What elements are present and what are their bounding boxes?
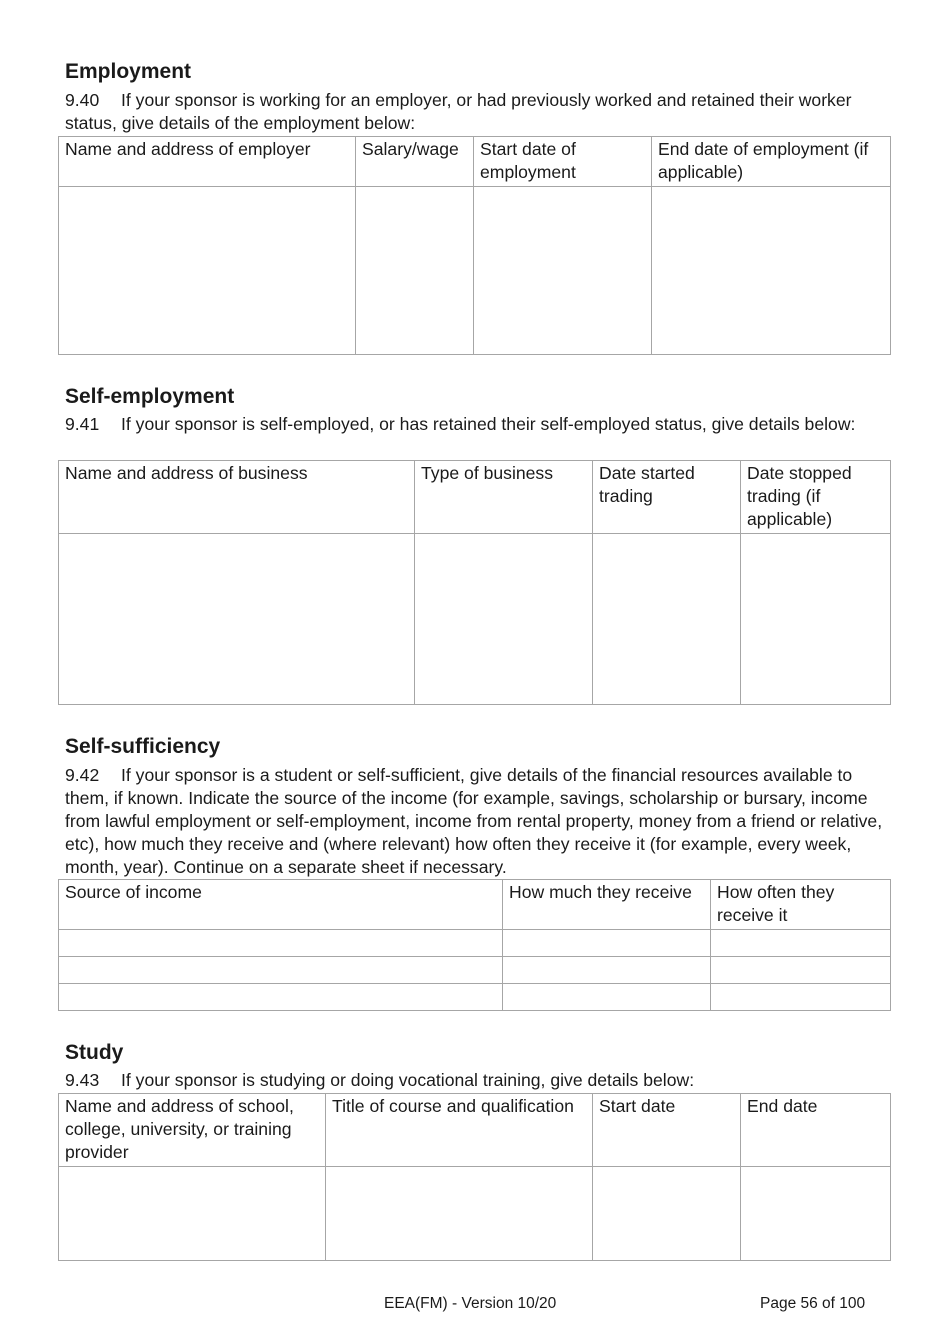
self-sufficiency-question [65,764,893,879]
income-frequency-cell[interactable] [711,984,891,1011]
date-stopped-cell[interactable] [741,534,891,705]
employment-question [65,89,893,135]
end-date-cell[interactable] [652,187,891,355]
column-header: Start date of employment [474,137,652,187]
salary-cell[interactable] [356,187,474,355]
table-row [59,534,891,705]
question-number: 9.41 [65,414,100,434]
self-employment-table [58,460,891,705]
column-header: How much they receive [503,880,711,930]
course-title-cell[interactable] [326,1167,593,1261]
business-name-cell[interactable] [59,534,415,705]
end-date-cell[interactable] [741,1167,891,1261]
table-row [59,984,891,1011]
footer-version: EEA(FM) - Version 10/20 [384,1295,557,1312]
table-row [59,957,891,984]
income-amount-cell[interactable] [503,957,711,984]
question-text: If your sponsor is a student or self-sufficient, give details of the financial resources available to them, if known. Indicate the source of the income (for example, savings, scholarship or bursary, income from lawful employment or self-employment, income from rental property, money from a friend or relative, etc), how much they receive and (where relevant) how often they receive it (for example, every week, month, year). Continue on a separate sheet if necessary. [65,765,883,877]
income-frequency-cell[interactable] [711,930,891,957]
self-employment-heading: Self-employment [65,385,235,408]
footer-page-number: Page 56 of 100 [760,1295,866,1312]
study-question [65,1069,893,1092]
start-date-cell[interactable] [474,187,652,355]
start-date-cell[interactable] [593,1167,741,1261]
self-sufficiency-table [58,879,891,1011]
table-row [59,1167,891,1261]
table-row [59,187,891,355]
income-frequency-cell[interactable] [711,957,891,984]
table-row [59,930,891,957]
question-text: If your sponsor is working for an employer, or had previously worked and retained their worker status, give details of the employment below: [65,90,852,133]
column-header: Name and address of employer [59,137,356,187]
employment-heading: Employment [65,60,192,83]
table-header-row [59,461,891,534]
income-source-cell[interactable] [59,930,503,957]
employer-name-cell[interactable] [59,187,356,355]
column-header: Title of course and qualification [326,1094,593,1167]
column-header: End date [741,1094,891,1167]
self-sufficiency-heading: Self-sufficiency [65,735,221,758]
income-amount-cell[interactable] [503,930,711,957]
column-header: End date of employment (if applicable) [652,137,891,187]
self-employment-question [65,413,893,436]
question-text: If your sponsor is self-employed, or has retained their self-employed status, give details below: [121,414,856,434]
date-started-cell[interactable] [593,534,741,705]
question-text: If your sponsor is studying or doing vocational training, give details below: [121,1070,695,1090]
table-header-row [59,1094,891,1167]
question-number: 9.42 [65,765,100,785]
column-header: Date stopped trading (if applicable) [741,461,891,534]
study-table [58,1093,891,1261]
question-number: 9.40 [65,90,100,110]
business-type-cell[interactable] [415,534,593,705]
table-header-row [59,880,891,930]
column-header: Name and address of school, college, university, or training provider [59,1094,326,1167]
column-header: Source of income [59,880,503,930]
column-header: Salary/wage [356,137,474,187]
income-source-cell[interactable] [59,957,503,984]
study-heading: Study [65,1041,124,1064]
employment-table [58,136,891,355]
income-amount-cell[interactable] [503,984,711,1011]
column-header: Start date [593,1094,741,1167]
question-number: 9.43 [65,1070,100,1090]
column-header: Type of business [415,461,593,534]
income-source-cell[interactable] [59,984,503,1011]
school-name-cell[interactable] [59,1167,326,1261]
column-header: Date started trading [593,461,741,534]
table-header-row [59,137,891,187]
column-header: How often they receive it [711,880,891,930]
column-header: Name and address of business [59,461,415,534]
